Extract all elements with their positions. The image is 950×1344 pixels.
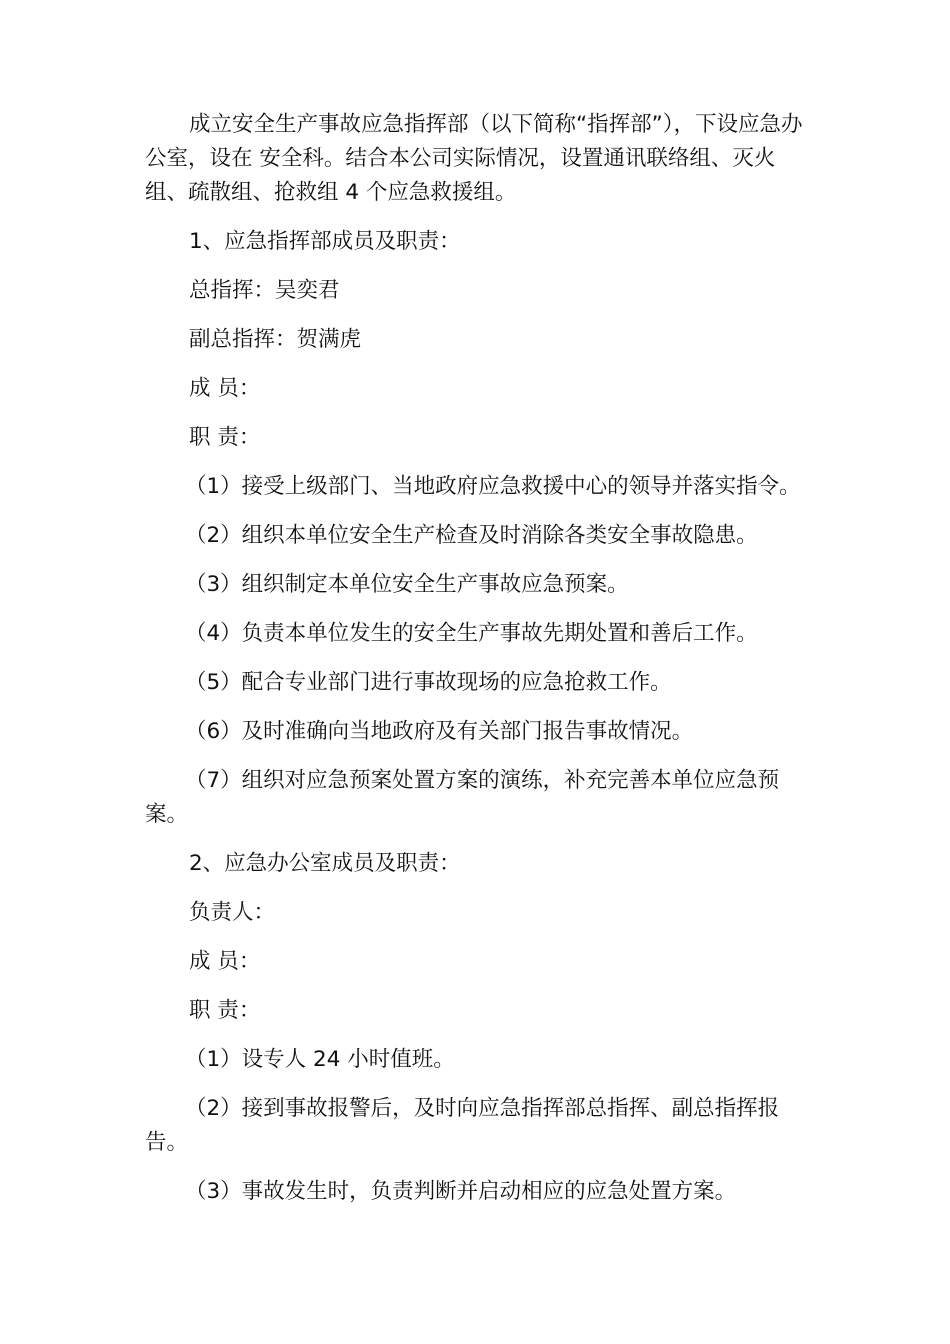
section1-duty-item: （4）负责本单位发生的安全生产事故先期处置和善后工作。 (185, 621, 758, 646)
commander-line: 总指挥：吴奕君 (189, 278, 340, 303)
section1-duty-item: （1）接受上级部门、当地政府应急救援中心的领导并落实指令。 (185, 474, 801, 499)
section2-duties-label: 职 责： (189, 998, 261, 1023)
section1-members-line: 成 员： (189, 376, 261, 401)
section1-duty-item: （2）组织本单位安全生产检查及时消除各类安全事故隐患。 (185, 523, 758, 548)
section2-duty-item: （3）事故发生时，负责判断并启动相应的应急处置方案。 (185, 1179, 737, 1204)
office-leader-line: 负责人： (189, 900, 276, 925)
intro-paragraph: 成立安全生产事故应急指挥部（以下简称“指挥部”），下设应急办公室，设在 安全科。结合本公司实际情况，设置通讯联络组、灭火组、疏散组、抢救组 4 个应急救援组。 (145, 112, 803, 205)
section2-duty-item: （1）设专人 24 小时值班。 (185, 1047, 455, 1072)
section1-duties-label: 职 责： (189, 425, 261, 450)
section2-heading: 2、应急办公室成员及职责： (189, 851, 461, 876)
deputy-commander-line: 副总指挥：贺满虎 (189, 327, 362, 352)
section2-members-line: 成 员： (189, 949, 261, 974)
section1-duty-item: （6）及时准确向当地政府及有关部门报告事故情况。 (185, 719, 694, 744)
document-body (145, 108, 810, 1209)
section1-duty-item: （5）配合专业部门进行事故现场的应急抢救工作。 (185, 670, 672, 695)
section2-duty-item: （2）接到事故报警后，及时向应急指挥部总指挥、副总指挥报告。 (145, 1096, 780, 1155)
section1-duty-item: （3）组织制定本单位安全生产事故应急预案。 (185, 572, 629, 597)
section1-heading: 1、应急指挥部成员及职责： (189, 229, 461, 254)
section1-duty-item: （7）组织对应急预案处置方案的演练，补充完善本单位应急预案。 (145, 768, 780, 827)
